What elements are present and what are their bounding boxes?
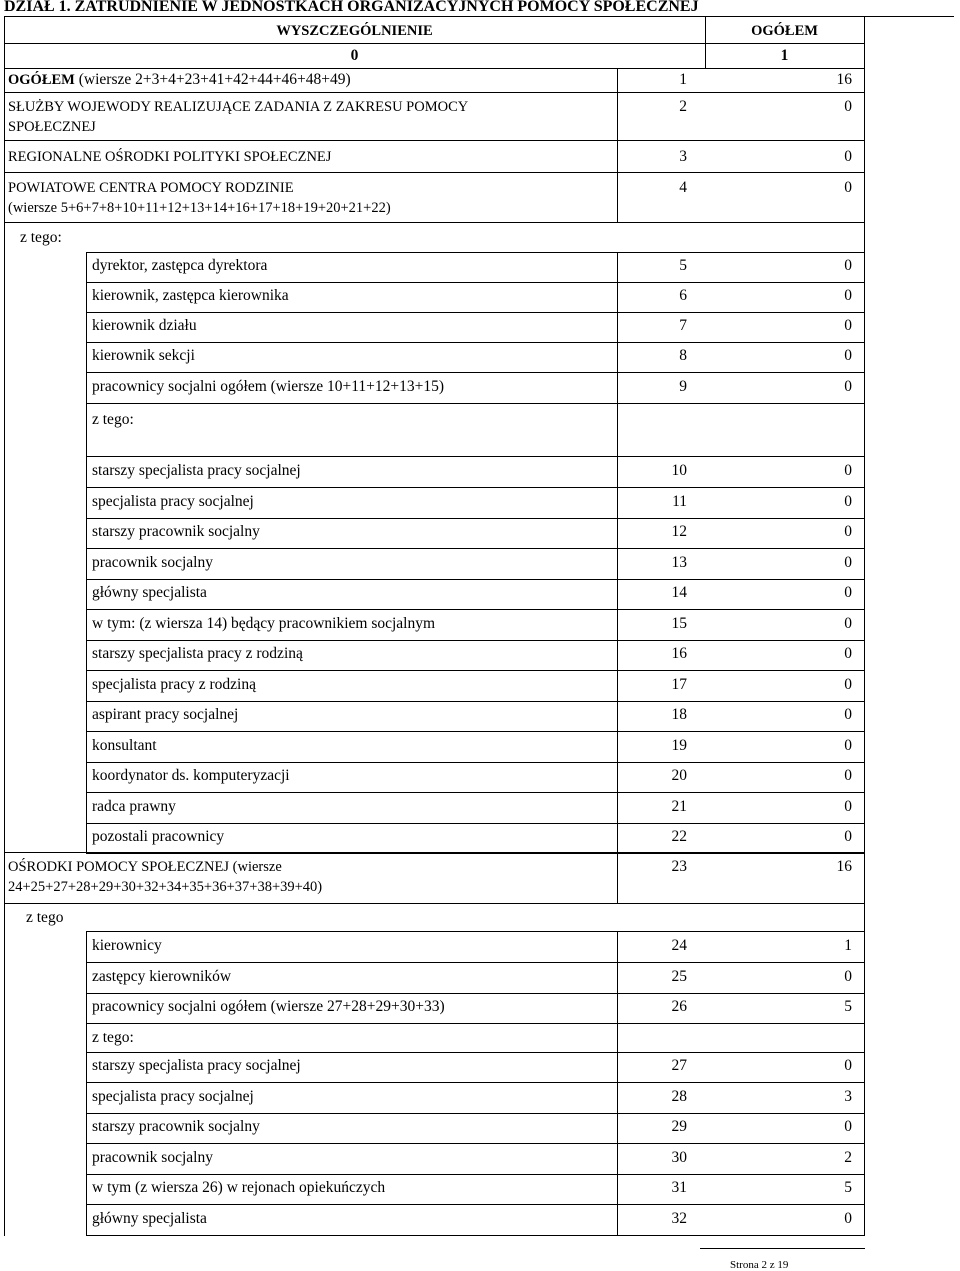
table-rule — [4, 16, 864, 17]
row-label: konsultant — [92, 736, 157, 754]
row-number: 19 — [671, 736, 687, 754]
table-rule — [4, 68, 864, 69]
row-value: 0 — [844, 523, 852, 540]
row-label: starszy specjalista pracy z rodziną — [92, 645, 303, 662]
table-rule — [86, 853, 864, 854]
row-label: starszy specjalista pracy socjalnej — [92, 1057, 301, 1074]
row-value: 0 — [844, 257, 852, 274]
row-value: 0 — [844, 706, 852, 723]
row-value: 5 — [844, 998, 852, 1015]
col-divider — [617, 456, 618, 852]
table-rule — [4, 903, 864, 904]
row-label-bold: OGÓŁEM — [8, 72, 75, 88]
row-value: 5 — [844, 1179, 852, 1196]
col-divider — [617, 406, 618, 456]
row-label: kierownik sekcji — [92, 347, 195, 364]
table-rule — [86, 312, 864, 313]
table-rule — [86, 931, 864, 932]
row-value: 0 — [844, 645, 852, 662]
row-label: starszy pracownik socjalny — [92, 1118, 260, 1135]
row-label: główny specjalista — [92, 1209, 207, 1227]
row-value: 16 — [836, 71, 852, 88]
row-number: 6 — [679, 287, 687, 304]
table-rule — [86, 579, 864, 580]
row-label: pozostali pracownicy — [92, 828, 225, 845]
row-value: 1 — [844, 937, 852, 954]
row-number: 15 — [671, 614, 687, 632]
row-label: specjalista pracy socjalnej — [92, 492, 254, 510]
table-rule — [86, 548, 864, 549]
row-value: 0 — [844, 98, 852, 115]
table-rule — [86, 456, 864, 457]
row-label: aspirant pracy socjalnej — [92, 706, 239, 723]
table-rule — [86, 1052, 864, 1053]
row-label: pracownik socjalny — [92, 1148, 213, 1166]
row-value: 0 — [844, 378, 852, 395]
row-number: 2 — [679, 98, 687, 115]
row-number: 26 — [671, 998, 687, 1015]
row-number: 25 — [671, 967, 687, 985]
row-label: zastępcy kierowników — [92, 967, 232, 985]
table-rule — [86, 252, 864, 253]
row-number: 12 — [671, 523, 687, 540]
table-rule — [86, 640, 864, 641]
z-tego-label: z tego: — [20, 229, 62, 246]
indent-border — [86, 931, 87, 1236]
row-number: 31 — [671, 1179, 687, 1196]
row-number: 32 — [671, 1209, 687, 1227]
row-label: koordynator ds. komputeryzacji — [92, 767, 290, 784]
row-label: pracownicy socjalni ogółem (wiersze 10+11+12+13+15) — [92, 378, 445, 395]
table-rule — [86, 342, 864, 343]
col-divider — [617, 92, 618, 172]
table-left-border — [4, 16, 5, 1236]
row-value: 0 — [844, 1209, 852, 1227]
row-value: 0 — [844, 797, 852, 815]
row-value: 0 — [844, 492, 852, 510]
row-number: 24 — [671, 937, 687, 954]
row-value: 0 — [844, 148, 852, 165]
table-rule — [86, 403, 864, 404]
z-tego-label: z tego: — [92, 411, 134, 428]
row-value: 0 — [844, 179, 852, 196]
row-value: 0 — [844, 553, 852, 571]
row-number: 9 — [679, 378, 687, 395]
row-number: 8 — [679, 347, 687, 364]
header-description-index: 0 — [350, 47, 359, 64]
row-number: 21 — [671, 797, 687, 815]
row-number: 11 — [672, 492, 687, 510]
row-label: pracownik socjalny — [92, 553, 213, 571]
section-title: DZIAŁ 1. ZATRUDNIENIE W JEDNOSTKACH ORGANIZACYJNYCH POMOCY SPOŁECZNEJ — [4, 0, 954, 17]
row-label: OŚRODKI POMOCY SPOŁECZNEJ (wiersze — [8, 859, 282, 875]
table-rule — [86, 792, 864, 793]
table-rule — [86, 993, 864, 994]
row-label: SŁUŻBY WOJEWODY REALIZUJĄCE ZADANIA Z ZAKRESU POMOCY — [8, 99, 469, 115]
table-rule — [86, 823, 864, 824]
row-label-rest: (wiersze 2+3+4+23+41+42+44+46+48+49) — [74, 71, 351, 88]
table-rule — [86, 1174, 864, 1175]
row-number: 23 — [671, 858, 687, 875]
col-divider — [617, 252, 618, 406]
header-description: WYSZCZEGÓLNIENIE — [276, 23, 433, 39]
row-number: 28 — [671, 1087, 687, 1105]
row-value: 0 — [844, 767, 852, 784]
table-rule — [86, 609, 864, 610]
table-rule — [86, 487, 864, 488]
header-total: OGÓŁEM — [751, 23, 818, 39]
table-rule — [86, 962, 864, 963]
row-number: 18 — [671, 706, 687, 723]
row-label: w tym (z wiersza 26) w rejonach opiekuńczych — [92, 1179, 386, 1196]
row-number: 10 — [671, 462, 687, 479]
row-label: w tym: (z wiersza 14) będący pracownikiem socjalnym — [92, 614, 436, 632]
row-value: 0 — [844, 736, 852, 754]
row-number: 7 — [679, 317, 687, 334]
row-number: 22 — [671, 828, 687, 845]
table-rule — [86, 731, 864, 732]
col-divider — [617, 852, 618, 903]
table-rule — [86, 1113, 864, 1114]
table-rule — [86, 670, 864, 671]
table-rule — [86, 1023, 864, 1024]
row-label: SPOŁECZNEJ — [8, 119, 96, 135]
col-divider — [617, 172, 618, 222]
row-value: 3 — [844, 1087, 852, 1105]
row-value: 0 — [844, 584, 852, 601]
table-rule — [86, 372, 864, 373]
table-rule — [86, 1082, 864, 1083]
row-value: 0 — [844, 614, 852, 632]
row-label: kierownik, zastępca kierownika — [92, 287, 289, 304]
table-rule — [4, 140, 864, 141]
row-label: główny specjalista — [92, 584, 207, 601]
row-number: 17 — [671, 675, 687, 693]
header-total-index: 1 — [780, 47, 789, 64]
row-value: 0 — [844, 462, 852, 479]
row-label: specjalista pracy z rodziną — [92, 675, 256, 693]
row-number: 5 — [679, 257, 687, 274]
row-label: specjalista pracy socjalnej — [92, 1087, 254, 1105]
table-rule — [86, 518, 864, 519]
row-number: 29 — [671, 1118, 687, 1135]
table-rule — [4, 43, 864, 44]
table-rule — [86, 762, 864, 763]
row-value: 0 — [844, 967, 852, 985]
row-label: 24+25+27+28+29+30+32+34+35+36+37+38+39+40) — [8, 879, 323, 895]
row-label: radca prawny — [92, 797, 176, 815]
row-value: 0 — [844, 287, 852, 304]
page-number: Strona 2 z 19 — [730, 1259, 789, 1271]
row-label: POWIATOWE CENTRA POMOCY RODZINIE — [8, 180, 294, 196]
table-rule — [86, 282, 864, 283]
row-label: dyrektor, zastępca dyrektora — [92, 257, 268, 274]
row-value: 16 — [836, 858, 852, 875]
row-number: 20 — [671, 767, 687, 784]
row-value: 0 — [844, 828, 852, 845]
row-value: 0 — [844, 317, 852, 334]
row-value: 0 — [844, 347, 852, 364]
row-value: 2 — [844, 1148, 852, 1166]
row-label: pracownicy socjalni ogółem (wiersze 27+28+29+30+33) — [92, 998, 445, 1015]
z-tego-label: z tego — [26, 909, 64, 926]
row-number: 27 — [671, 1057, 687, 1074]
table-rule — [86, 701, 864, 702]
row-number: 16 — [671, 645, 687, 662]
table-rule — [86, 1204, 864, 1205]
row-number: 1 — [679, 71, 687, 88]
row-number: 4 — [679, 179, 687, 196]
table-rule — [4, 92, 864, 93]
table-rule — [4, 222, 864, 223]
col-divider — [617, 931, 618, 1236]
row-number: 13 — [671, 553, 687, 571]
row-label — [8, 70, 351, 90]
row-value: 0 — [844, 675, 852, 693]
footer-rule — [700, 1248, 865, 1249]
table-right-border — [864, 16, 865, 1236]
table-rule — [86, 1235, 864, 1236]
table-rule — [4, 172, 864, 173]
row-number: 14 — [671, 584, 687, 601]
row-label: starszy pracownik socjalny — [92, 523, 260, 540]
row-label: kierownik działu — [92, 317, 197, 334]
row-label: (wiersze 5+6+7+8+10+11+12+13+14+16+17+18+19+20+21+22) — [8, 200, 391, 216]
row-value: 0 — [844, 1118, 852, 1135]
row-value: 0 — [844, 1057, 852, 1074]
col-divider — [617, 68, 618, 92]
row-number: 30 — [671, 1148, 687, 1166]
table-rule — [4, 852, 864, 853]
table-rule — [86, 1143, 864, 1144]
row-label: kierownicy — [92, 937, 162, 954]
row-label: starszy specjalista pracy socjalnej — [92, 462, 301, 479]
row-label: REGIONALNE OŚRODKI POLITYKI SPOŁECZNEJ — [8, 149, 332, 165]
row-number: 3 — [679, 148, 687, 165]
z-tego-label: z tego: — [92, 1029, 134, 1046]
